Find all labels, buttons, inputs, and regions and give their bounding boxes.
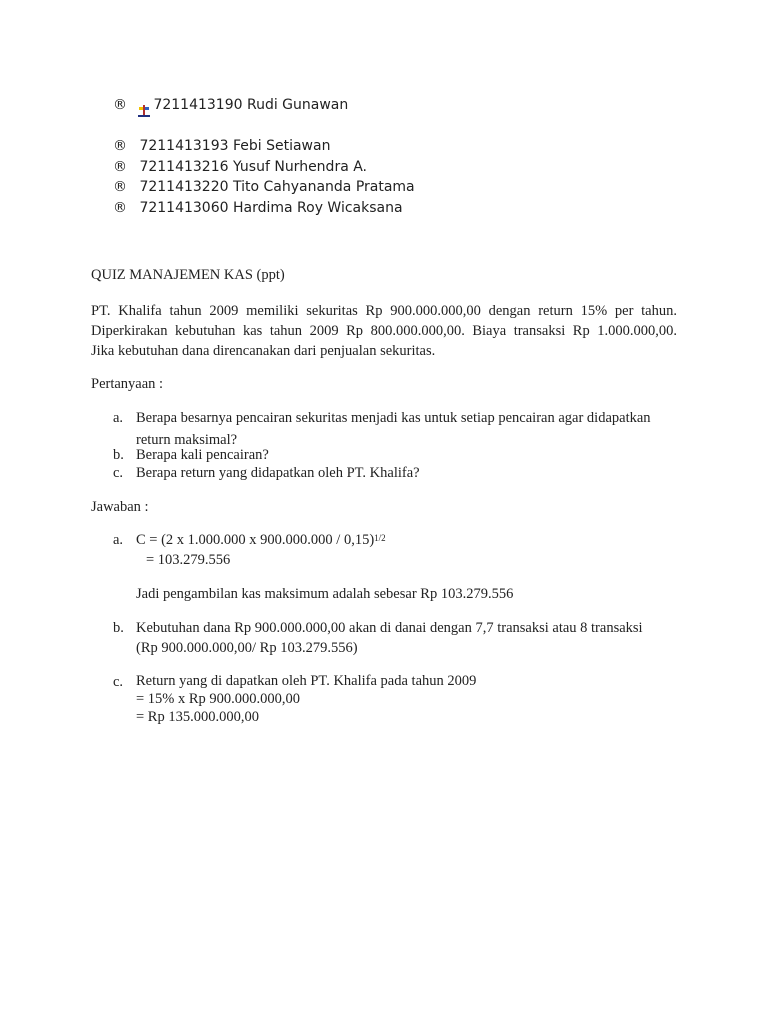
question-item: [113, 445, 269, 465]
questions-label: Pertanyaan :: [91, 376, 164, 392]
flag-icon: [137, 105, 151, 119]
answer-item: [113, 618, 643, 658]
answer-text: Kebutuhan dana Rp 900.000.000,00 akan di danai dengan 7,7 transaksi atau 8 transaksi: [136, 620, 643, 636]
answer-label: a.: [113, 532, 124, 548]
list-item: [113, 136, 330, 156]
question-label: a.: [113, 410, 124, 426]
question-text: return maksimal?: [136, 432, 238, 448]
list-item: [113, 177, 415, 197]
list-item: [113, 157, 367, 177]
formula-exponent: 1/2: [374, 533, 386, 543]
answer-item: [113, 530, 386, 550]
question-label: b.: [113, 447, 124, 463]
answer-label: c.: [113, 674, 124, 690]
member-name: 7211413220 Tito Cahyananda Pratama: [139, 179, 415, 195]
formula-result: = 103.279.556: [146, 552, 231, 568]
bullet: ®: [113, 97, 127, 113]
answers-label: Jawaban :: [91, 499, 149, 515]
bullet: ®: [113, 159, 127, 175]
answer-text: = 15% x Rp 900.000.000,00: [136, 691, 301, 707]
formula-text: C = (2 x 1.000.000 x 900.000.000 / 0,15): [136, 532, 375, 548]
bullet: ®: [113, 179, 127, 195]
question-text: Berapa kali pencairan?: [136, 447, 269, 463]
answer-label: b.: [113, 620, 124, 636]
paragraph-line: Jika kebutuhan dana direncanakan dari penjualan sekuritas.: [91, 343, 436, 359]
problem-paragraph: [91, 301, 677, 361]
quiz-title: QUIZ MANAJEMEN KAS (ppt): [91, 267, 285, 283]
question-label: c.: [113, 465, 124, 481]
answer-text: Return yang di dapatkan oleh PT. Khalifa pada tahun 2009: [136, 673, 477, 689]
member-name: 7211413190 Rudi Gunawan: [153, 97, 349, 113]
answer-conclusion: Jadi pengambilan kas maksimum adalah sebesar Rp 103.279.556: [136, 586, 514, 602]
member-name: 7211413193 Febi Setiawan: [139, 138, 331, 154]
bullet: ®: [113, 138, 127, 154]
question-item: [113, 463, 420, 483]
question-text: Berapa return yang didapatkan oleh PT. Khalifa?: [136, 465, 420, 481]
answer-item: [113, 672, 476, 726]
list-item: [113, 198, 403, 218]
answer-text: = Rp 135.000.000,00: [136, 709, 259, 725]
member-name: 7211413060 Hardima Roy Wicaksana: [139, 200, 403, 216]
member-name: 7211413216 Yusuf Nurhendra A.: [139, 159, 368, 175]
answer-text: (Rp 900.000.000,00/ Rp 103.279.556): [136, 640, 358, 656]
list-item: [113, 95, 348, 115]
question-text: Berapa besarnya pencairan sekuritas menjadi kas untuk setiap pencairan agar didapatkan: [136, 410, 651, 426]
paragraph-line: Diperkirakan kebutuhan kas tahun 2009 Rp 800.000.000,00. Biaya transaksi Rp 1.000.000,00.: [91, 323, 677, 339]
bullet: ®: [113, 200, 127, 216]
paragraph-line: PT. Khalifa tahun 2009 memiliki sekuritas Rp 900.000.000,00 dengan return 15% per tahun.: [91, 303, 677, 319]
